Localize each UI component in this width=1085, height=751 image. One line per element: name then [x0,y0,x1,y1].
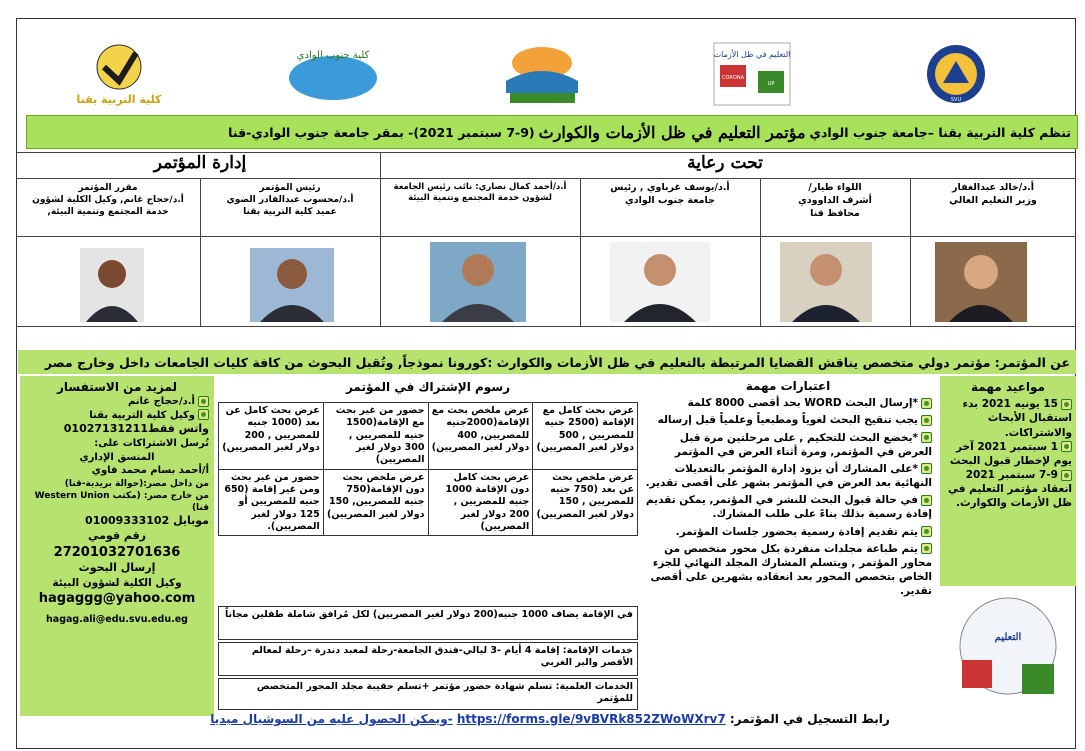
contact-title: لمزيد من الاستفسار [56,380,178,394]
fee-cell: حضور من غير بحث مع الإقامة(1500 جنيه للمصريين , 300 دولار لغير المصريين) [323,403,428,470]
svg-text:CORONA: CORONA [722,75,744,81]
conference-logo [712,40,792,108]
fees-table [218,402,638,536]
president-name: أ.د/يوسف غرباوي , رئيس جامعة جنوب الوادي [610,182,730,206]
management-header: إدارة المؤتمر [153,153,247,173]
svg-text:كلية جنوب الوادي: كلية جنوب الوادي [296,50,370,61]
contact-line: أ/أحمد بسام محمد فاوي [91,465,209,477]
svg-text:التعليم في ظل الأزمات: التعليم في ظل الأزمات [713,50,791,59]
contact-line: من خارج مصر: (مكتب Western Union قنا) [34,490,209,513]
community-service-logo [500,40,585,108]
fees-row [219,469,638,536]
conference-badge-icon [946,590,1070,710]
bullet-icon [1061,399,1072,410]
date-item: 7-9 سبتمبر 2021 انعقاد مؤتمر التعليم في ظل الأزمات والكوارث. [948,469,1072,510]
fees-title: رسوم الإشتراك في المؤتمر [345,380,511,394]
accommodation-note: في الإقامة يضاف 1000 جنيه(200 دولار لغير المصريين) لكل مُرافق شاملة طفلين مجاناً [218,606,638,640]
contact-line: أ.د/حجاج غانم [25,395,209,409]
bullet-icon [1061,470,1072,481]
svu-logo [925,40,987,108]
grid-line [16,152,1076,153]
governor-name: اللواء طيار/ أشرف الداوودي محافظ قنا [798,182,872,219]
bullet-icon [198,396,209,407]
conference-rapporteur-name: مقرر المؤتمر أ.د/حجاج غانم, وكيل الكلية لشؤون خدمة المجتمع وتنمية البيئة, [32,183,184,218]
date-item: 1 سبتمبر 2021 آخر يوم لإخطار قبول البحث [949,440,1072,467]
registration-link[interactable]: https://forms.gle/9vBVRk852ZWoWXrv7 [456,712,726,726]
contact-line: المنسق الإداري [79,451,155,463]
registration-label: رابط التسجيل في المؤتمر [734,712,890,726]
contact-line: تُرسل الاشتراكات على: [94,438,209,450]
conference-chair-name: رئيس المؤتمر أ.د/محسوب عبدالقادر الضوي عميد كلية التربية بقنا [226,183,354,218]
conference-chair-photo [250,238,334,322]
conference-rapporteur-photo [80,238,144,322]
svg-text:التعليم: التعليم [994,632,1022,643]
considerations-title: اعتبارات مهمة [745,379,831,393]
contact-line: رقم قومي [87,528,147,542]
registration-footer: رابط التسجيل في المؤتمر: https://forms.gle/9vBVRk852ZWoWXrv7 -ويمكن الحصول عليه من السوشيال ميديا [210,712,890,726]
contact-line: وكيل الكلية لشؤون البيئة [52,577,182,590]
email-link[interactable]: hagaggg@yahoo.com [38,591,196,607]
bullet-icon [921,543,932,554]
minister-name: أ.د/خالد عبدالغفار وزير التعليم العالي [949,182,1037,206]
dates-title: مواعيد مهمة [971,380,1045,394]
fee-cell: عرض ملخص بحث دون الإقامة(750 جنيه للمصريين, 150 دولار لغير المصريين) [323,469,428,536]
conference-title: مؤتمر التعليم في ظل الأزمات والكوارث [538,122,806,142]
fee-cell: حضور من غير بحث ومن غير إقامة (650 جنيه للمصريين أو 125 دولار لغير المصريين). [219,469,324,536]
bullet-icon [921,398,932,409]
considerations-panel [640,376,936,706]
faculty-community-logo [283,40,383,108]
svg-text:كلية التربية بقنا: كلية التربية بقنا [76,93,162,106]
bullet-icon [921,495,932,506]
svg-text:UP: UP [767,81,775,87]
vice-president-name: أ.د/أحمد كمال نصاري: نائب رئيس الجامعة لشؤون خدمة المجتمع وتنمية البيئة [393,182,567,204]
grid-line [16,178,1076,179]
contact-line: إرسال البحوث [78,561,156,575]
scientific-services: الخدمات العلمية: تسلم شهادة حضور مؤتمر +تسلم حقيبة مجلد المحور المتخصص للمؤتمر [218,678,638,710]
national-id: 27201032701636 [53,544,181,560]
contact-phone: واتس فقط01027131211 [63,422,209,436]
consideration-item: يتم طباعة مجلدات منفردة بكل محور متخصص من محاور المؤتمر , ويتسلم المشارك المجلد النهائي للجزء الخاص بتخصص المحور بعد انعقاده بشهرين على أقصى تقدير. [650,542,932,598]
contact-panel [20,376,214,716]
bullet-icon [198,409,209,420]
contact-line: من داخل مصر:(حوالة بريدية-قنا) [64,478,209,489]
consideration-item: يتم تقديم إفادة رسمية بحضور جلسات المؤتمر. [644,525,932,539]
consideration-item: في حالة قبول البحث للنشر في المؤتمر, يمكن تقديم إفادة رسمية بذلك بناءً على طلب المشارك. [645,494,932,521]
bullet-icon [921,463,932,474]
minister-photo [935,238,1027,322]
faculty-education-logo [74,40,164,108]
about-conference: عن المؤتمر: مؤتمر دولي متخصص يناقش القضايا المرتبطة بالتعليم في ظل الأزمات والكوارث :كورونا نموذجاً, وتُقبل البحوث من كافة كليات الجامعات داخل وخارج مصر [18,350,1076,374]
registration-note: -ويمكن الحصول عليه من السوشيال ميديا [210,712,453,726]
accommodation-services: خدمات الإقامة: إقامة 4 أيام -3 ليالي-فندق الجامعة-رحلة لمعبد دندرة –رحلة لمعالم الأقصر والبر الغربي [218,642,638,676]
fees-row [219,403,638,470]
bullet-icon [921,415,932,426]
consideration-item: *إرسال البحث WORD بحد أقصى 8000 كلمة [644,396,932,410]
title-banner [26,115,1078,149]
email-link-secondary[interactable]: hagag.ali@edu.svu.edu.eg [46,613,188,625]
banner-suffix: (7-9 سبتمبر 2021)- بمقر جامعة جنوب الوادي-قنا [228,124,535,140]
fee-cell: عرض بحث كامل عن بعد (1000 جنيه للمصريين , 200 دولار لغير المصريين) [219,403,324,470]
bullet-icon [921,526,932,537]
bullet-icon [1061,441,1072,452]
important-dates-panel [940,376,1076,586]
fee-cell: عرض ملخص بحث مع الإقامة(2000جنيه للمصريين, 400 دولار لغير المصريين) [428,403,533,470]
sponsorship-header: تحت رعاية [687,153,763,173]
consideration-item: *يخضع البحث للتحكيم , على مرحلتين مرة قبل العرض في المؤتمر, ومرة أثناء العرض في المؤتمر [674,431,932,458]
bullet-icon [921,432,932,443]
grid-line [380,152,381,326]
governor-photo [780,238,872,322]
svg-text:SVU: SVU [950,97,962,103]
consideration-item: يجب تنقيح البحث لغوياً ومطبعياً وعلمياً قبل إرساله [644,413,932,427]
president-photo [610,238,710,322]
banner-prefix: تنظم كلية التربية بقنا –جامعة جنوب الوادي [809,124,1071,140]
grid-line [16,236,1076,237]
contact-line: وكيل كلية التربية بقنا [25,409,209,423]
contact-line: موبايل 01009333102 [85,513,209,527]
fee-cell: عرض ملخص بحث عن بعد (750 جنيه للمصريين , 150 دولار لغير المصريين) [533,469,638,536]
grid-line [16,326,1076,327]
date-item: 15 يونيه 2021 بدء استقبال الأبحاث والاشتراكات. [962,398,1072,439]
fee-cell: عرض بحث كامل دون الإقامة 1000 جنيه للمصريين , 200 دولار لغير المصريين) [428,469,533,536]
fee-cell: عرض بحث كامل مع الإقامة (2500 جنيه للمصريين , 500 دولار لغير المصريين) [533,403,638,470]
vice-president-photo [430,238,526,322]
consideration-item: *على المشارك أن يزود إدارة المؤتمر بالتعديلات النهائية بعد العرض في المؤتمر بشهر على أقصى تقدير. [645,462,932,490]
